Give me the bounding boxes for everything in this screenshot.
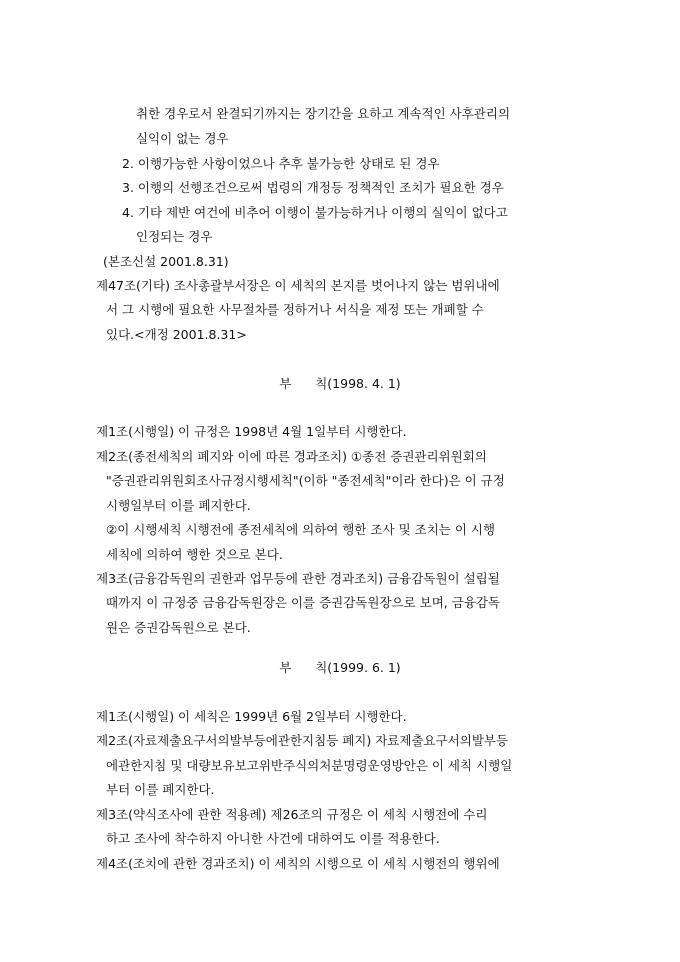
addendum-heading: 부 칙(1998. 4. 1) bbox=[279, 376, 401, 391]
text-line: 취한 경우로서 완결되기까지는 장기간을 요하고 계속적인 사후관리의 bbox=[136, 106, 511, 121]
article-47: 제47조(기타) 조사총괄부서장은 이 세칙의 본지를 벗어나지 않는 범위내에 bbox=[96, 278, 500, 293]
article-1: 제1조(시행일) 이 규정은 1998년 4월 1일부터 시행한다. bbox=[96, 424, 407, 439]
article-1: 제1조(시행일) 이 세칙은 1999년 6월 2일부터 시행한다. bbox=[96, 709, 407, 724]
text-line: 원은 증권감독원으로 본다. bbox=[106, 620, 251, 635]
text-line: 서 그 시행에 필요한 사무절차를 정하거나 서식을 제정 또는 개폐할 수 bbox=[106, 302, 484, 317]
article-3: 제3조(약식조사에 관한 적용례) 제26조의 규정은 이 세칙 시행전에 수리 bbox=[96, 807, 488, 822]
paragraph-2: ②이 시행세칙 시행전에 종전세칙에 의하여 행한 조사 및 조치는 이 시행 bbox=[106, 522, 496, 537]
text-line: 때까지 이 규정중 금융감독원장은 이를 증권감독원장으로 보며, 금융감독 bbox=[106, 595, 501, 610]
text-line: 있다.<개정 2001.8.31> bbox=[106, 327, 247, 342]
article-4: 제4조(조치에 관한 경과조치) 이 세칙의 시행으로 이 세칙 시행전의 행위에 bbox=[96, 856, 500, 871]
text-line: 실익이 없는 경우 bbox=[136, 131, 229, 146]
text-line: 에관한지침 및 대량보유보고위반주식의처분명령운영방안은 이 세칙 시행일 bbox=[106, 758, 513, 773]
list-item: 4. 기타 제반 여건에 비추어 이행이 불가능하거나 이행의 실익이 없다고 bbox=[122, 205, 508, 220]
text-line: "증권관리위원회조사규정시행세칙"(이하 "종전세칙"이라 한다)은 이 규정 bbox=[106, 473, 505, 488]
text-line: 인정되는 경우 bbox=[136, 229, 213, 244]
text-line: 시행일부터 이를 폐지한다. bbox=[106, 498, 251, 513]
addendum-heading: 부 칙(1999. 6. 1) bbox=[279, 660, 401, 675]
text-line: 하고 조사에 착수하지 아니한 사건에 대하여도 이를 적용한다. bbox=[106, 831, 440, 846]
amendment-note: (본조신설 2001.8.31) bbox=[103, 254, 229, 269]
list-item: 2. 이행가능한 사항이었으나 추후 불가능한 상태로 된 경우 bbox=[122, 156, 440, 171]
article-2: 제2조(자료제출요구서의발부등에관한지침등 폐지) 자료제출요구서의발부등 bbox=[96, 733, 509, 748]
text-line: 부터 이를 폐지한다. bbox=[106, 782, 215, 797]
article-2: 제2조(종전세칙의 폐지와 이에 따른 경과조치) ①종전 증권관리위원회의 bbox=[96, 449, 487, 464]
text-line: 세칙에 의하여 행한 것으로 본다. bbox=[106, 547, 283, 562]
list-item: 3. 이행의 선행조건으로써 법령의 개정등 정책적인 조치가 필요한 경우 bbox=[122, 180, 504, 195]
article-3: 제3조(금융감독원의 권한과 업무등에 관한 경과조치) 금융감독원이 설립될 bbox=[96, 571, 500, 586]
